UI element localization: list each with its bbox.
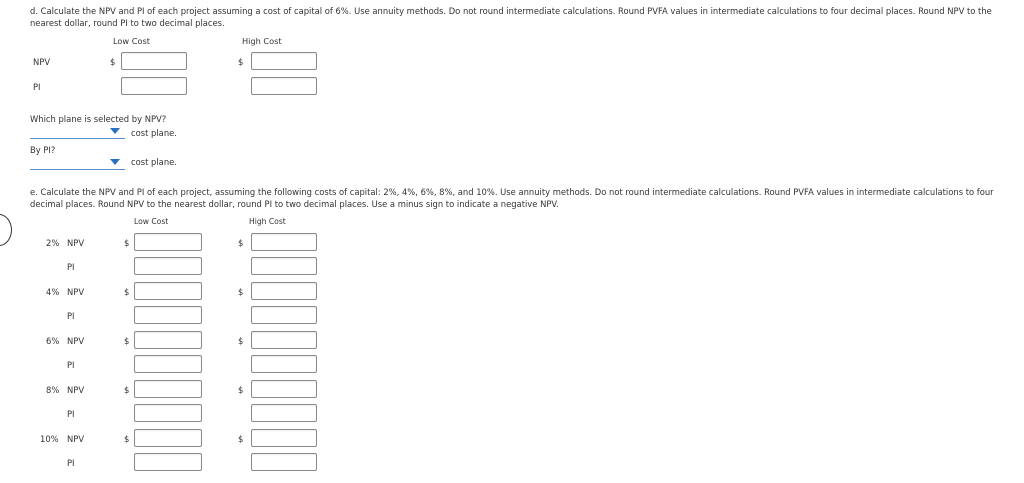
part-e-pi-high-input[interactable] bbox=[251, 404, 317, 422]
part-e-npv-high-currency: $ bbox=[238, 385, 244, 395]
chevron-down-icon bbox=[110, 128, 120, 134]
part-e-pi-low-input[interactable] bbox=[134, 355, 202, 373]
part-e-pi-label: PI bbox=[67, 360, 75, 370]
part-e-npv-low-input[interactable] bbox=[134, 429, 202, 447]
part-d-npv-low-input[interactable] bbox=[121, 52, 187, 70]
part-e-rate-label: 2% bbox=[46, 238, 60, 248]
part-e-npv-label: NPV bbox=[67, 336, 85, 346]
part-e-npv-high-currency: $ bbox=[238, 287, 244, 297]
part-e-npv-label: NPV bbox=[67, 287, 85, 297]
part-e-pi-high-input[interactable] bbox=[251, 355, 317, 373]
part-e-npv-low-currency: $ bbox=[124, 434, 130, 444]
part-e-npv-high-input[interactable] bbox=[251, 282, 317, 300]
part-d-pi-question: By PI? bbox=[30, 145, 56, 155]
part-e-npv-high-currency: $ bbox=[238, 434, 244, 444]
dropdown-underline bbox=[30, 169, 125, 170]
part-e-npv-high-input[interactable] bbox=[251, 429, 317, 447]
part-e-pi-high-input[interactable] bbox=[251, 453, 317, 471]
part-d-pi-plane-dropdown[interactable] bbox=[30, 154, 125, 170]
part-e-pi-low-input[interactable] bbox=[134, 453, 202, 471]
part-e-pi-low-input[interactable] bbox=[134, 257, 202, 275]
part-d-pi-plane-suffix: cost plane. bbox=[131, 157, 177, 167]
part-e-pi-low-input[interactable] bbox=[134, 306, 202, 324]
part-e-npv-low-currency: $ bbox=[124, 385, 130, 395]
part-e-npv-high-input[interactable] bbox=[251, 233, 317, 251]
part-e-pi-high-input[interactable] bbox=[251, 257, 317, 275]
part-d-npv-label: NPV bbox=[33, 57, 51, 67]
part-e-npv-low-currency: $ bbox=[124, 336, 130, 346]
part-e-npv-label: NPV bbox=[67, 385, 85, 395]
part-e-rate-label: 4% bbox=[46, 287, 60, 297]
part-d-npv-question: Which plane is selected by NPV? bbox=[30, 114, 167, 124]
part-d-npv-low-currency: $ bbox=[110, 57, 116, 67]
part-d-npv-plane-suffix: cost plane. bbox=[131, 128, 177, 138]
question-marker-ring bbox=[0, 214, 12, 246]
part-d-low-cost-header: Low Cost bbox=[113, 36, 150, 46]
part-e-npv-high-currency: $ bbox=[238, 238, 244, 248]
part-d-npv-high-currency: $ bbox=[238, 57, 244, 67]
chevron-down-icon bbox=[110, 159, 120, 165]
part-e-pi-label: PI bbox=[67, 262, 75, 272]
part-e-pi-label: PI bbox=[67, 458, 75, 468]
part-d-pi-label: PI bbox=[33, 82, 41, 92]
part-e-rate-label: 8% bbox=[46, 385, 60, 395]
part-e-low-cost-header: Low Cost bbox=[134, 217, 169, 226]
part-d-high-cost-header: High Cost bbox=[242, 36, 282, 46]
part-e-npv-low-currency: $ bbox=[124, 238, 130, 248]
part-e-npv-high-input[interactable] bbox=[251, 380, 317, 398]
part-e-npv-low-input[interactable] bbox=[134, 380, 202, 398]
part-e-npv-label: NPV bbox=[67, 238, 85, 248]
part-e-rate-label: 10% bbox=[40, 434, 59, 444]
part-d-npv-high-input[interactable] bbox=[251, 52, 317, 70]
part-e-instructions: e. Calculate the NPV and PI of each project, assuming the following costs of capital: 2%, 4%, 6%, 8%, and 10%. Use annuity methods. Do not round intermediate calculations. Round PVFA values in intermediate calculations to four decimal places. Round NPV to the nearest dollar, round PI to two decimal places. Use a minus sign to indicate a negative NPV. bbox=[30, 187, 994, 209]
part-e-npv-low-input[interactable] bbox=[134, 331, 202, 349]
part-d-pi-high-input[interactable] bbox=[251, 77, 317, 95]
part-d-npv-plane-dropdown[interactable] bbox=[30, 123, 125, 139]
part-e-npv-label: NPV bbox=[67, 434, 85, 444]
part-e-npv-low-currency: $ bbox=[124, 287, 130, 297]
part-e-pi-low-input[interactable] bbox=[134, 404, 202, 422]
part-e-npv-low-input[interactable] bbox=[134, 282, 202, 300]
part-e-npv-high-currency: $ bbox=[238, 336, 244, 346]
part-d-instructions: d. Calculate the NPV and PI of each project assuming a cost of capital of 6%. Use annuity methods. Do not round intermediate calculations. Round PVFA values in intermediate calculations to four decimal places. Round NPV to the nearest dollar, round PI to two decimal places. bbox=[30, 6, 992, 28]
part-e-npv-low-input[interactable] bbox=[134, 233, 202, 251]
part-e-pi-high-input[interactable] bbox=[251, 306, 317, 324]
part-e-high-cost-header: High Cost bbox=[249, 217, 286, 226]
part-d-pi-low-input[interactable] bbox=[121, 77, 187, 95]
part-e-npv-high-input[interactable] bbox=[251, 331, 317, 349]
part-e-rate-label: 6% bbox=[46, 336, 60, 346]
dropdown-underline bbox=[30, 138, 125, 139]
part-e-pi-label: PI bbox=[67, 409, 75, 419]
part-e-pi-label: PI bbox=[67, 311, 75, 321]
